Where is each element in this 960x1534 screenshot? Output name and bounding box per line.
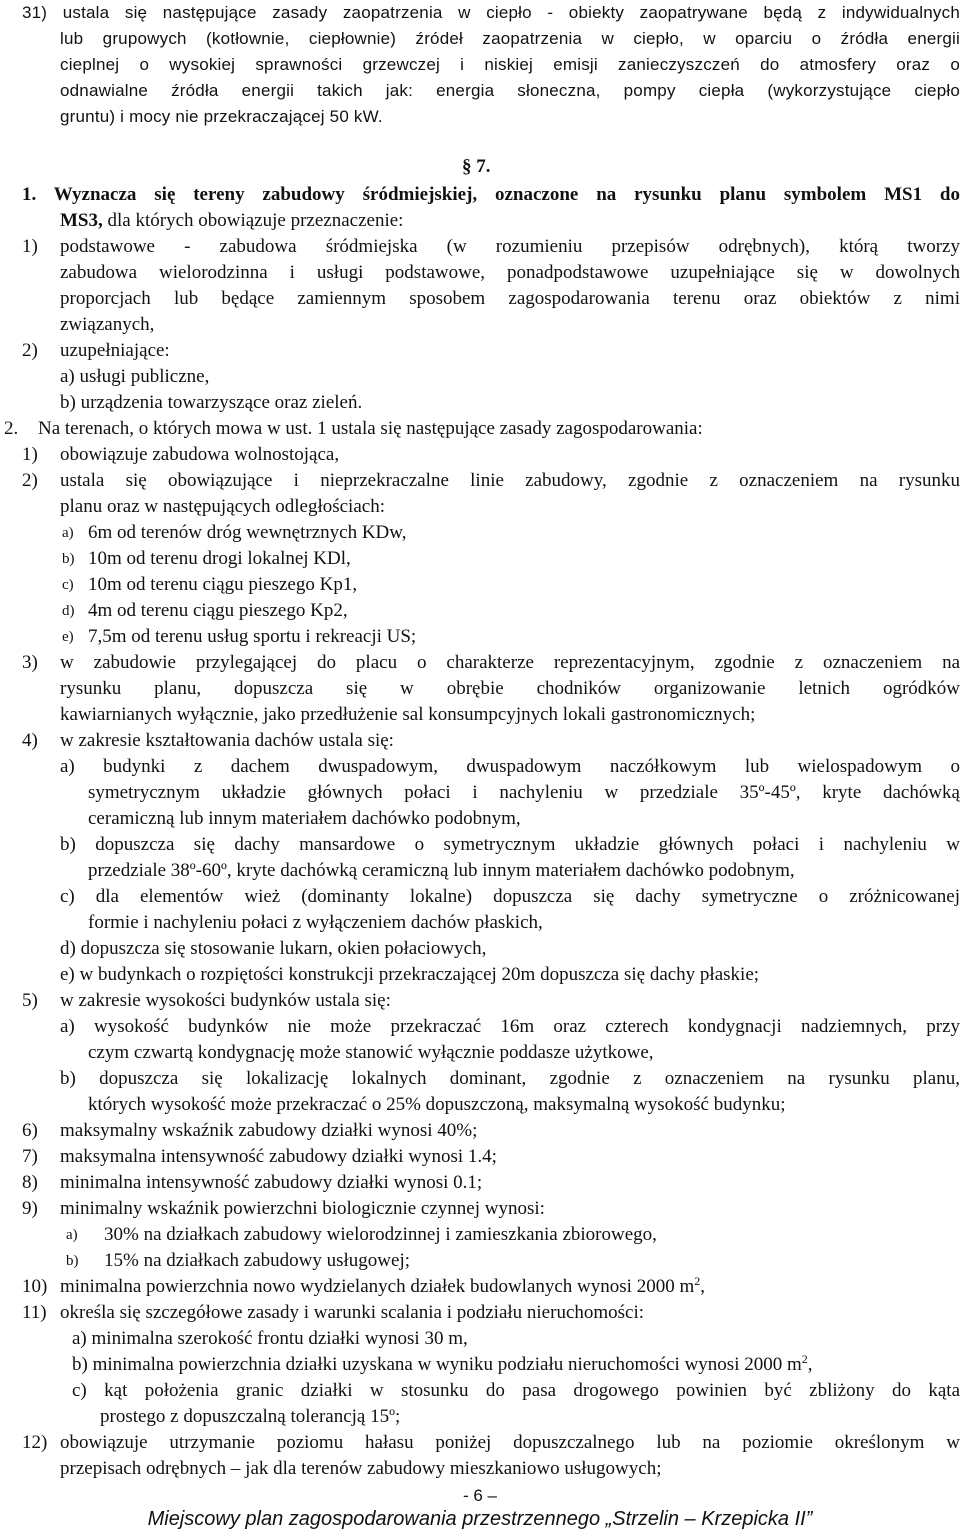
paragraph-1-line: 1. Wyznacza się tereny zabudowy śródmiejskiej, oznaczone na rysunku planu symbolem MS1 do xyxy=(22,184,960,205)
list-item-text: rysunku planu, dopuszcza się w obrębie chodników organizowanie letnich ogródków xyxy=(60,678,960,699)
document-footer-title: Miejscowy plan zagospodarowania przestrzennego „Strzelin – Krzepicka II” xyxy=(147,1508,813,1530)
sub-item: ceramiczną lub innym materiałem dachówko podobnym, xyxy=(88,808,521,829)
sub-item: a) usługi publiczne, xyxy=(60,366,210,387)
sub-item: przedziale 38º-60º, kryte dachówką ceramiczną lub innym materiałem dachówko podobnym, xyxy=(88,860,795,881)
sub-item-letter: d) xyxy=(62,603,75,619)
list-item-text: uzupełniające: xyxy=(60,340,170,361)
list-item-text: w zakresie wysokości budynków ustala się: xyxy=(60,990,391,1011)
sub-item-letter: c) xyxy=(62,577,74,593)
sub-item: b) dopuszcza się dachy mansardowe o symetrycznym układzie głównych połaci i nachyleniu w xyxy=(60,834,960,855)
list-item-text: obowiązuje utrzymanie poziomu hałasu poniżej dopuszczalnego lub na poziomie określonym w xyxy=(60,1432,960,1453)
list-number: 10) xyxy=(22,1276,48,1297)
superscript: 2 xyxy=(801,1352,808,1366)
list-number: 12) xyxy=(22,1432,48,1453)
sub-item: e) w budynkach o rozpiętości konstrukcji przekraczającej 20m dopuszcza się dachy płaskie; xyxy=(60,964,760,985)
list-number: 3) xyxy=(22,652,38,673)
sub-item-letter: b) xyxy=(66,1253,79,1269)
sub-item-letter: e) xyxy=(62,629,74,645)
sub-item: 10m od terenu ciągu pieszego Kp1, xyxy=(88,574,358,595)
list-item-text: w zakresie kształtowania dachów ustala się: xyxy=(60,730,394,751)
list-item-text: minimalny wskaźnik powierzchni biologicznie czynnej wynosi: xyxy=(60,1198,545,1219)
paragraph-number: 2. xyxy=(4,418,19,439)
sub-item: 30% na działkach zabudowy wielorodzinnej i zamieszkania zbiorowego, xyxy=(104,1224,657,1245)
list-item-text: określa się szczegółowe zasady i warunki scalania i podziału nieruchomości: xyxy=(60,1302,645,1323)
text-line: lub grupowych (kotłownie, ciepłownie) źródeł zaopatrzenia w ciepło, w oparciu o źródła energii xyxy=(60,29,960,48)
sub-item: symetrycznym układzie głównych połaci i nachyleniu w przedziale 35º-45º, kryte dachówką xyxy=(88,782,960,803)
paragraph-1-line xyxy=(60,208,960,234)
text-line: 31) ustala się następujące zasady zaopatrzenia w ciepło - obiekty zaopatrywane będą z indywidualnych xyxy=(22,3,960,22)
list-number: 5) xyxy=(22,990,38,1011)
sub-item xyxy=(72,1352,960,1378)
list-item-text: maksymalny wskaźnik zabudowy działki wynosi 40%; xyxy=(60,1120,478,1141)
sub-item: d) dopuszcza się stosowanie lukarn, okien połaciowych, xyxy=(60,938,487,959)
list-number: 2) xyxy=(22,470,38,491)
list-item-text: maksymalna intensywność zabudowy działki wynosi 1.4; xyxy=(60,1146,497,1167)
list-item-text: kawiarnianych wyłącznie, jako przedłużenie sal konsumpcyjnych lokali gastronomicznych; xyxy=(60,704,756,725)
symbol-ms3: MS3, xyxy=(60,210,103,231)
sub-item: b) urządzenia towarzyszące oraz zieleń. xyxy=(60,392,363,413)
text-span: minimalna powierzchnia nowo wydzielanych działek budowlanych wynosi 2000 m xyxy=(60,1276,695,1297)
text-span: , xyxy=(807,1354,813,1375)
list-number: 4) xyxy=(22,730,38,751)
sub-item-letter: b) xyxy=(62,551,75,567)
list-item-text: w zabudowie przylegającej do placu o charakterze reprezentacyjnym, zgodnie z oznaczeniem na xyxy=(60,652,960,673)
sub-item: c) kąt położenia granic działki w stosunku do pasa drogowego powinien być zbliżony do kąta xyxy=(72,1380,960,1401)
list-item-text: związanych, xyxy=(60,314,155,335)
list-number: 6) xyxy=(22,1120,38,1141)
list-number: 1) xyxy=(22,236,38,257)
sub-item: formie i nachyleniu połaci z wyłączeniem dachów płaskich, xyxy=(88,912,543,933)
sub-item: a) budynki z dachem dwuspadowym, dwuspadowym naczółkowym lub wielospadowym o xyxy=(60,756,960,777)
sub-item: b) dopuszcza się lokalizację lokalnych dominant, zgodnie z oznaczeniem na rysunku planu, xyxy=(60,1068,960,1089)
list-number: 8) xyxy=(22,1172,38,1193)
section-heading: § 7. xyxy=(462,156,491,177)
list-item-text: minimalna intensywność zabudowy działki wynosi 0.1; xyxy=(60,1172,483,1193)
page-number: - 6 – xyxy=(462,1486,498,1505)
list-number: 1) xyxy=(22,444,38,465)
sub-item-letter: a) xyxy=(66,1227,78,1243)
sub-item-letter: a) xyxy=(62,525,74,541)
list-number: 9) xyxy=(22,1198,38,1219)
list-item-text: zabudowa wielorodzinna i usługi podstawowe, ponadpodstawowe uzupełniające się w dowolnych xyxy=(60,262,960,283)
list-item-text: obowiązuje zabudowa wolnostojąca, xyxy=(60,444,340,465)
list-item-text xyxy=(60,1274,960,1300)
superscript: 2 xyxy=(694,1274,701,1288)
text-span: b) minimalna powierzchnia działki uzyskana w wyniku podziału nieruchomości wynosi 2000 m xyxy=(72,1354,802,1375)
sub-item: których wysokość może przekraczać o 25% dopuszczoną, maksymalną wysokość budynku; xyxy=(88,1094,786,1115)
list-item-text: ustala się obowiązujące i nieprzekraczalne linie zabudowy, zgodnie z oznaczeniem na rysunku xyxy=(60,470,960,491)
text-line: cieplnej o wysokiej sprawności grzewczej i niskiej emisji zanieczyszczeń do atmosfery oraz o xyxy=(60,55,960,74)
list-item-text: podstawowe - zabudowa śródmiejska (w rozumieniu przepisów odrębnych), którą tworzy xyxy=(60,236,960,257)
list-number: 2) xyxy=(22,340,38,361)
sub-item: a) wysokość budynków nie może przekraczać 16m oraz czterech kondygnacji nadziemnych, przy xyxy=(60,1016,960,1037)
sub-item: a) minimalna szerokość frontu działki wynosi 30 m, xyxy=(72,1328,468,1349)
list-item-text: planu oraz w następujących odległościach: xyxy=(60,496,385,517)
sub-item: 6m od terenów dróg wewnętrznych KDw, xyxy=(88,522,407,543)
sub-item: prostego z dopuszczalną tolerancją 15º; xyxy=(100,1406,401,1427)
sub-item: 15% na działkach zabudowy usługowej; xyxy=(104,1250,411,1271)
sub-item: 7,5m od terenu usług sportu i rekreacji US; xyxy=(88,626,417,647)
text-line: odnawialne źródła energii takich jak: energia słoneczna, pompy ciepła (wykorzystujące ciepło xyxy=(60,81,960,100)
text-span: dla których obowiązuje przeznaczenie: xyxy=(102,210,404,231)
text-span: , xyxy=(700,1276,705,1297)
list-item-text: przepisach odrębnych – jak dla terenów zabudowy mieszkaniowo usługowych; xyxy=(60,1458,662,1479)
text-line: gruntu) i mocy nie przekraczającej 50 kW. xyxy=(60,107,383,126)
list-number: 11) xyxy=(22,1302,47,1323)
list-number: 7) xyxy=(22,1146,38,1167)
sub-item: 10m od terenu drogi lokalnej KDl, xyxy=(88,548,351,569)
list-item-text: proporcjach lub będące zamiennym sposobem zagospodarowania terenu oraz obiektów z nimi xyxy=(60,288,960,309)
sub-item: czym czwartą kondygnację może stanowić wyłącznie poddasze użytkowe, xyxy=(88,1042,654,1063)
paragraph-2-text: Na terenach, o których mowa w ust. 1 ustala się następujące zasady zagospodarowania: xyxy=(38,418,703,439)
sub-item: c) dla elementów wież (dominanty lokalne) dopuszcza się dachy symetryczne o zróżnicowanej xyxy=(60,886,960,907)
sub-item: 4m od terenu ciągu pieszego Kp2, xyxy=(88,600,348,621)
